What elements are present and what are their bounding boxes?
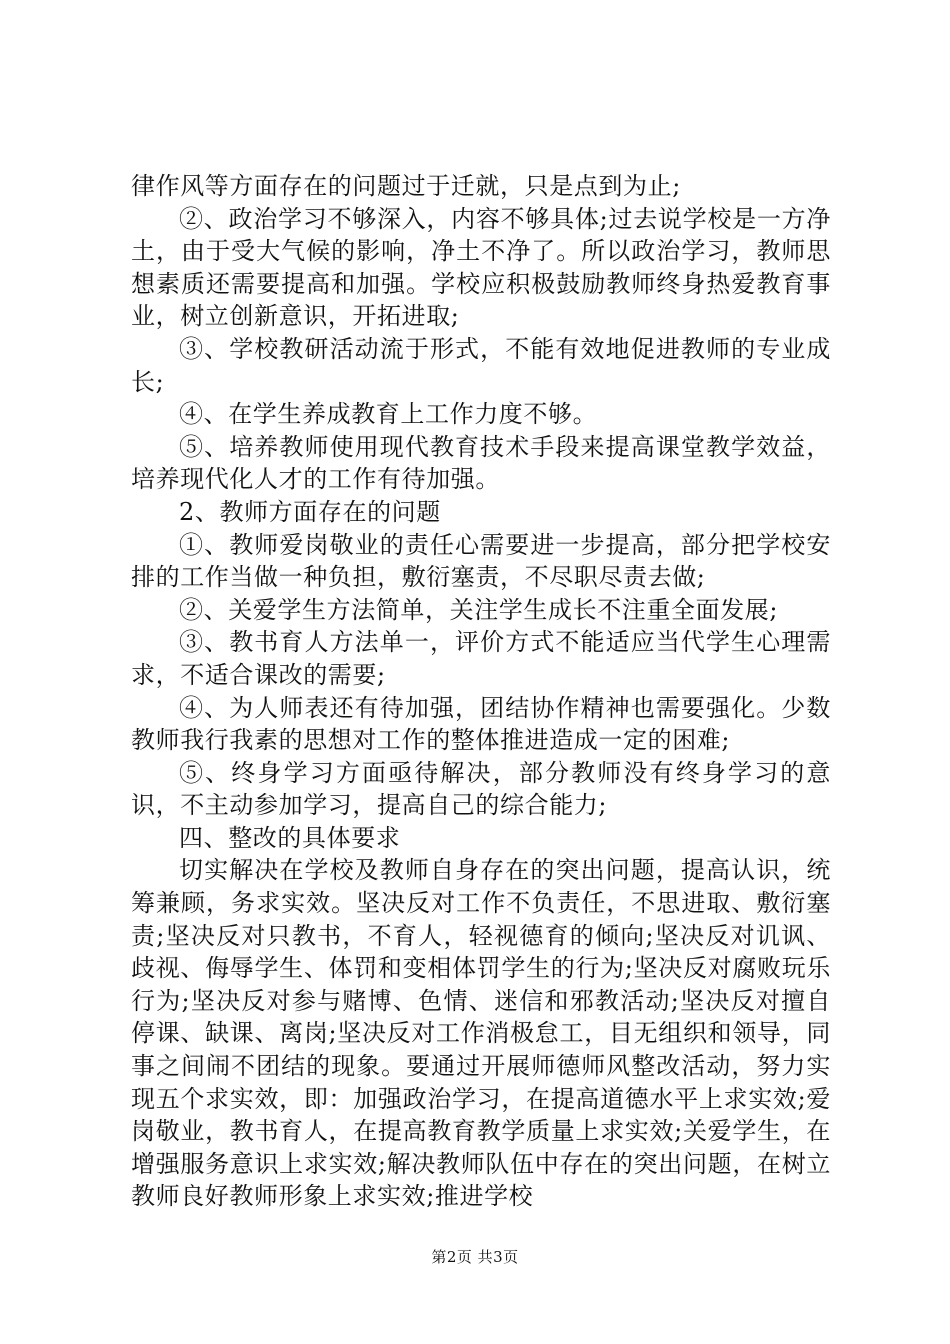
section-heading-requirements: 四、整改的具体要求 [179, 823, 401, 852]
paragraph-teacher-item-4: ④、为人师表还有待加强，团结协作精神也需要强化。少数教师我行我素的思想对工作的整体推进造成一定的困难; [131, 693, 831, 755]
paragraph-teacher-item-3: ③、教书育人方法单一，评价方式不能适应当代学生心理需求，不适合课改的需要; [131, 628, 831, 689]
section-heading-teacher-issues: 2、教师方面存在的问题 [179, 497, 441, 526]
document-body [131, 170, 831, 1213]
paragraph-teacher-item-2: ②、关爱学生方法简单，关注学生成长不注重全面发展; [179, 595, 779, 624]
paragraph-item-3: ③、学校教研活动流于形式，不能有效地促进教师的专业成长; [131, 334, 831, 396]
paragraph-continuation: 律作风等方面存在的问题过于迁就，只是点到为止; [131, 172, 681, 200]
paragraph-item-5: ⑤、培养教师使用现代教育技术手段来提高课堂教学效益，培养现代化人才的工作有待加强。 [131, 432, 831, 494]
paragraph-teacher-item-1: ①、教师爱岗敬业的责任心需要进一步提高，部分把学校安排的工作当做一种负担，敷衍塞责，不尽职尽责去做; [131, 530, 831, 592]
paragraph-item-4: ④、在学生养成教育上工作力度不够。 [179, 400, 598, 429]
paragraph-requirements-body: 切实解决在学校及教师自身存在的突出问题，提高认识，统筹兼顾，务求实效。坚决反对工作不负责任，不思进取、敷衍塞责;坚决反对只教书，不育人，轻视德育的倾向;坚决反对讥讽、歧视、侮辱学生、体罚和变相体罚学生的行为;坚决反对腐败玩乐行为;坚决反对参与赌博、色情、迷信和邪教活动;坚决反对擅自停课、缺课、离岗;坚决反对工作消极怠工，目无组织和领导，同事之间闹不团结的现象。要通过开展师德师风整改活动，努力实现五个求实效，即：加强政治学习，在提高道德水平上求实效;爱岗敬业，教书育人，在提高教育教学质量上求实效;关爱学生，在增强服务意识上求实效;解决教师队伍中存在的突出问题，在树立教师良好教师形象上求实效;推进学校 [131, 856, 831, 1211]
page-number-footer: 第2页 共3页 [431, 1248, 519, 1266]
paragraph-item-2: ②、政治学习不够深入，内容不够具体;过去说学校是一方净土，由于受大气候的影响，净土不净了。所以政治学习，教师思想素质还需要提高和加强。学校应积极鼓励教师终身热爱教育事业，树立创新意识，开拓进取; [131, 204, 831, 331]
paragraph-teacher-item-5: ⑤、终身学习方面亟待解决，部分教师没有终身学习的意识，不主动参加学习，提高自己的综合能力; [131, 758, 831, 820]
